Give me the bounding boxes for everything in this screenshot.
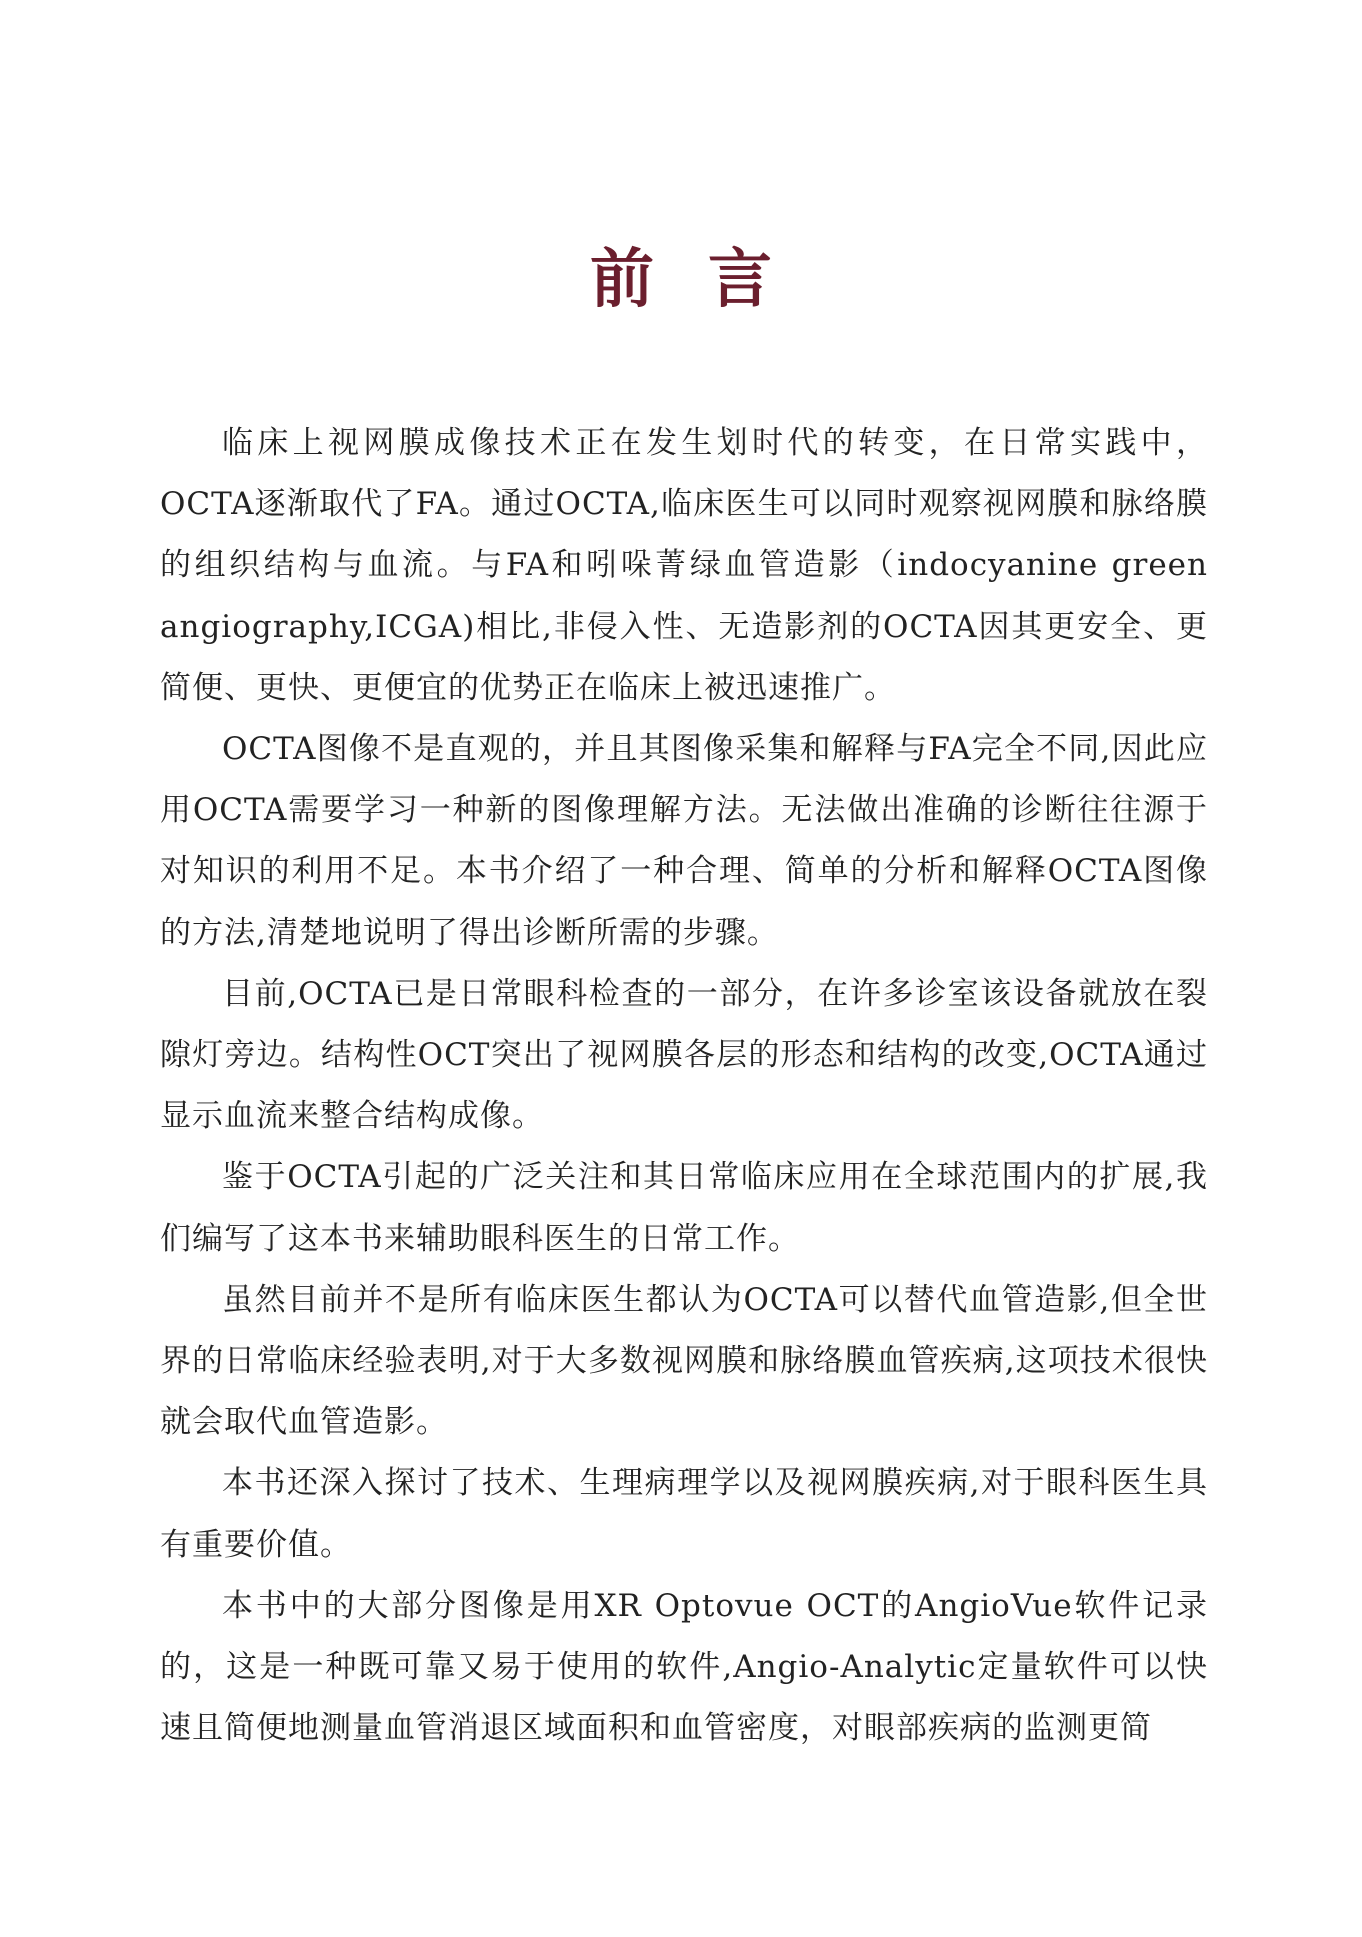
preface-body (160, 413, 1208, 1759)
paragraph-6: 本书还深入探讨了技术、生理病理学以及视网膜疾病,对于眼科医生具有重要价值。 (160, 1465, 1208, 1563)
paragraph-2: OCTA图像不是直观的，并且其图像采集和解释与FA完全不同,因此应用OCTA需要学习一种新的图像理解方法。无法做出准确的诊断往往源于对知识的利用不足。本书介绍了一种合理、简单的分析和解释OCTA图像的方法,清楚地说明了得出诊断所需的步骤。 (160, 731, 1208, 951)
paragraph-5: 虽然目前并不是所有临床医生都认为OCTA可以替代血管造影,但全世界的日常临床经验表明,对于大多数视网膜和脉络膜血管疾病,这项技术很快就会取代血管造影。 (160, 1281, 1208, 1441)
page-title: 前言 (590, 243, 826, 317)
paragraph-3: 目前,OCTA已是日常眼科检查的一部分，在许多诊室该设备就放在裂隙灯旁边。结构性OCT突出了视网膜各层的形态和结构的改变,OCTA通过显示血流来整合结构成像。 (160, 975, 1208, 1135)
paragraph-1: 临床上视网膜成像技术正在发生划时代的转变，在日常实践中，OCTA逐渐取代了FA。通过OCTA,临床医生可以同时观察视网膜和脉络膜的组织结构与血流。与FA和吲哚菁绿血管造影（indocyanine green angiography,ICGA)相比,非侵入性、无造影剂的OCTA因其更安全、更简便、更快、更便宜的优势正在临床上被迅速推广。 (160, 425, 1208, 706)
paragraph-7: 本书中的大部分图像是用XR Optovue OCT的AngioVue软件记录的，这是一种既可靠又易于使用的软件,Angio-Analytic定量软件可以快速且简便地测量血管消退区域面积和血管密度，对眼部疾病的监测更简 (160, 1587, 1208, 1747)
paragraph-4: 鉴于OCTA引起的广泛关注和其日常临床应用在全球范围内的扩展,我们编写了这本书来辅助眼科医生的日常工作。 (160, 1159, 1208, 1257)
